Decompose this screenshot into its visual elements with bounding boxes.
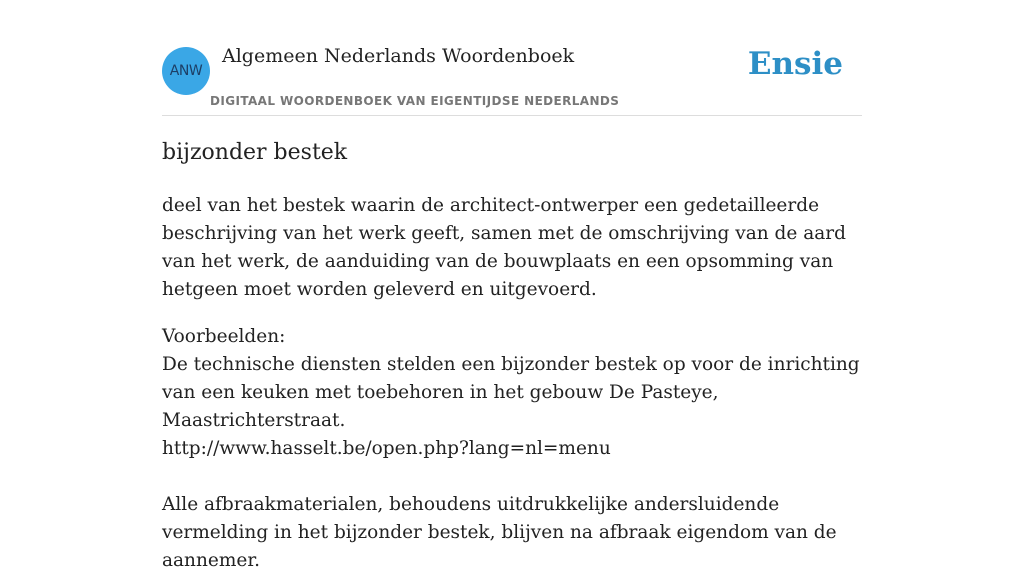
example-text: De technische diensten stelden een bijzonder bestek op voor de inrichting van een keuken met toebehoren in het gebouw De Pasteye, Maastrichterstraat. (162, 354, 860, 431)
examples-section (162, 323, 862, 575)
ensie-logo[interactable]: Ensie (747, 46, 843, 82)
example-text: Alle afbraakmaterialen, behoudens uitdrukkelijke andersluidende vermelding in het bijzonder bestek, blijven na afbraak eigendom van de aannemer. (162, 494, 837, 571)
entry-title: bijzonder bestek (162, 140, 348, 165)
examples-label: Voorbeelden: (162, 326, 286, 347)
entry-definition: deel van het bestek waarin de architect-ontwerper een gedetailleerde beschrijving van het werk geeft, samen met de omschrijving van de aard van het werk, de aanduiding van de bouwplaats en een opsomming van hetgeen moet worden geleverd en uitgevoerd. (162, 195, 846, 300)
site-subtitle: DIGITAAL WOORDENBOEK VAN EIGENTIJDSE NEDERLANDS (210, 94, 620, 108)
page-container (162, 0, 862, 571)
anw-logo[interactable]: ANW (162, 47, 210, 95)
site-title[interactable]: Algemeen Nederlands Woordenboek (222, 45, 575, 67)
example-source: http://www.hasselt.be/open.php?lang=nl=menu (162, 438, 611, 459)
site-header (162, 0, 862, 116)
example-spacer (162, 463, 862, 491)
